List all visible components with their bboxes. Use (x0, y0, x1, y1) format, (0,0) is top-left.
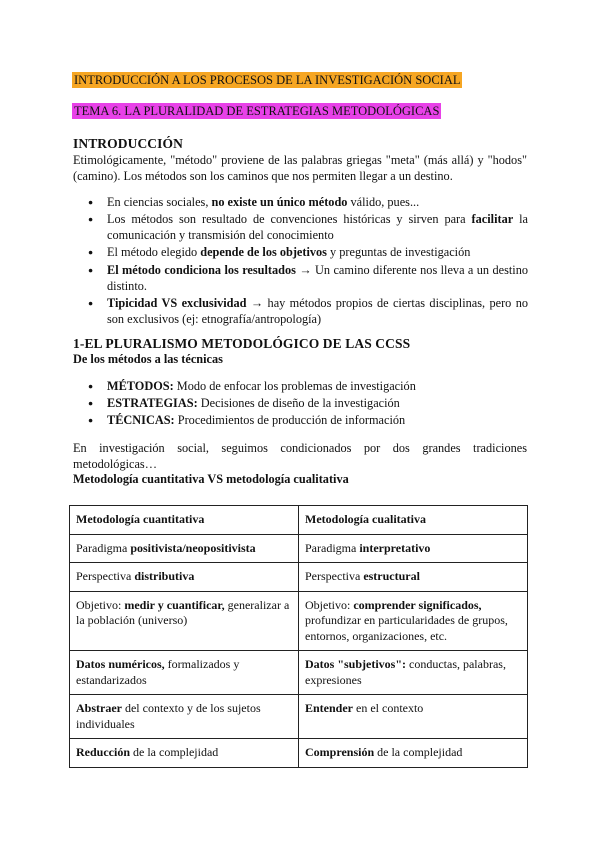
table-cell: Paradigma interpretativo (299, 534, 528, 563)
table-cell: Perspectiva estructural (299, 563, 528, 592)
comparison-table (69, 505, 528, 768)
list-item: ● El método elegido depende de los objetivos y preguntas de investigación (88, 244, 528, 260)
table-row (70, 534, 528, 563)
intro-paragraph: Etimológicamente, "método" proviene de las palabras griegas "meta" (más allá) y "hodos" (camino). Los métodos son los caminos que nos permiten llegar a un destino. (73, 153, 527, 184)
table-cell: Reducción de la complejidad (70, 739, 299, 768)
table-cell: Datos "subjetivos": conductas, palabras, expresiones (299, 651, 528, 695)
list-item: ● Los métodos son resultado de convenciones históricas y sirven para facilitar la comunicación y transmisión del conocimiento (88, 211, 528, 244)
list-item: ● MÉTODOS: Modo de enfocar los problemas de investigación (88, 378, 528, 394)
section-subheading: De los métodos a las técnicas (73, 352, 223, 366)
table-row (70, 739, 528, 768)
table-title: Metodología cuantitativa VS metodología cualitativa (73, 472, 349, 486)
table-row (70, 695, 528, 739)
traditions-paragraph: En investigación social, seguimos condicionados por dos grandes tradiciones metodológicas… (73, 441, 527, 472)
table-cell: Perspectiva distributiva (70, 563, 299, 592)
list-item: ● TÉCNICAS: Procedimientos de producción de información (88, 412, 528, 428)
table-row (70, 591, 528, 651)
intro-heading: INTRODUCCIÓN (73, 136, 183, 151)
course-title-highlight: INTRODUCCIÓN A LOS PROCESOS DE LA INVESTIGACIÓN SOCIAL (74, 73, 461, 87)
topic-title-highlight: TEMA 6. LA PLURALIDAD DE ESTRATEGIAS METODOLÓGICAS (74, 104, 440, 118)
table-header-cell: Metodología cualitativa (299, 506, 528, 535)
list-item: ● Tipicidad VS exclusividad → hay métodos propios de ciertas disciplinas, pero no son exclusivos (ej: etnografía/antropología) (88, 295, 528, 328)
table-row (70, 563, 528, 592)
list-item: ● ESTRATEGIAS: Decisiones de diseño de la investigación (88, 395, 528, 411)
intro-bullet-list (88, 194, 528, 328)
table-row (70, 651, 528, 695)
table-header-cell: Metodología cuantitativa (70, 506, 299, 535)
table-cell: Abstraer del contexto y de los sujetos individuales (70, 695, 299, 739)
table-cell: Paradigma positivista/neopositivista (70, 534, 299, 563)
table-cell: Comprensión de la complejidad (299, 739, 528, 768)
table-cell: Entender en el contexto (299, 695, 528, 739)
table-cell: Datos numéricos, formalizados y estandarizados (70, 651, 299, 695)
table-cell: Objetivo: comprender significados, profundizar en particularidades de grupos, entornos, organizaciones, etc. (299, 591, 528, 651)
list-item: ● En ciencias sociales, no existe un único método válido, pues... (88, 194, 528, 210)
list-item: ● El método condiciona los resultados → Un camino diferente nos lleva a un destino distinto. (88, 262, 528, 295)
table-cell: Objetivo: medir y cuantificar, generalizar a la población (universo) (70, 591, 299, 651)
section-heading: 1-EL PLURALISMO METODOLÓGICO DE LAS CCSS (73, 336, 411, 351)
table-header-row (70, 506, 528, 535)
methods-bullet-list (88, 378, 528, 429)
